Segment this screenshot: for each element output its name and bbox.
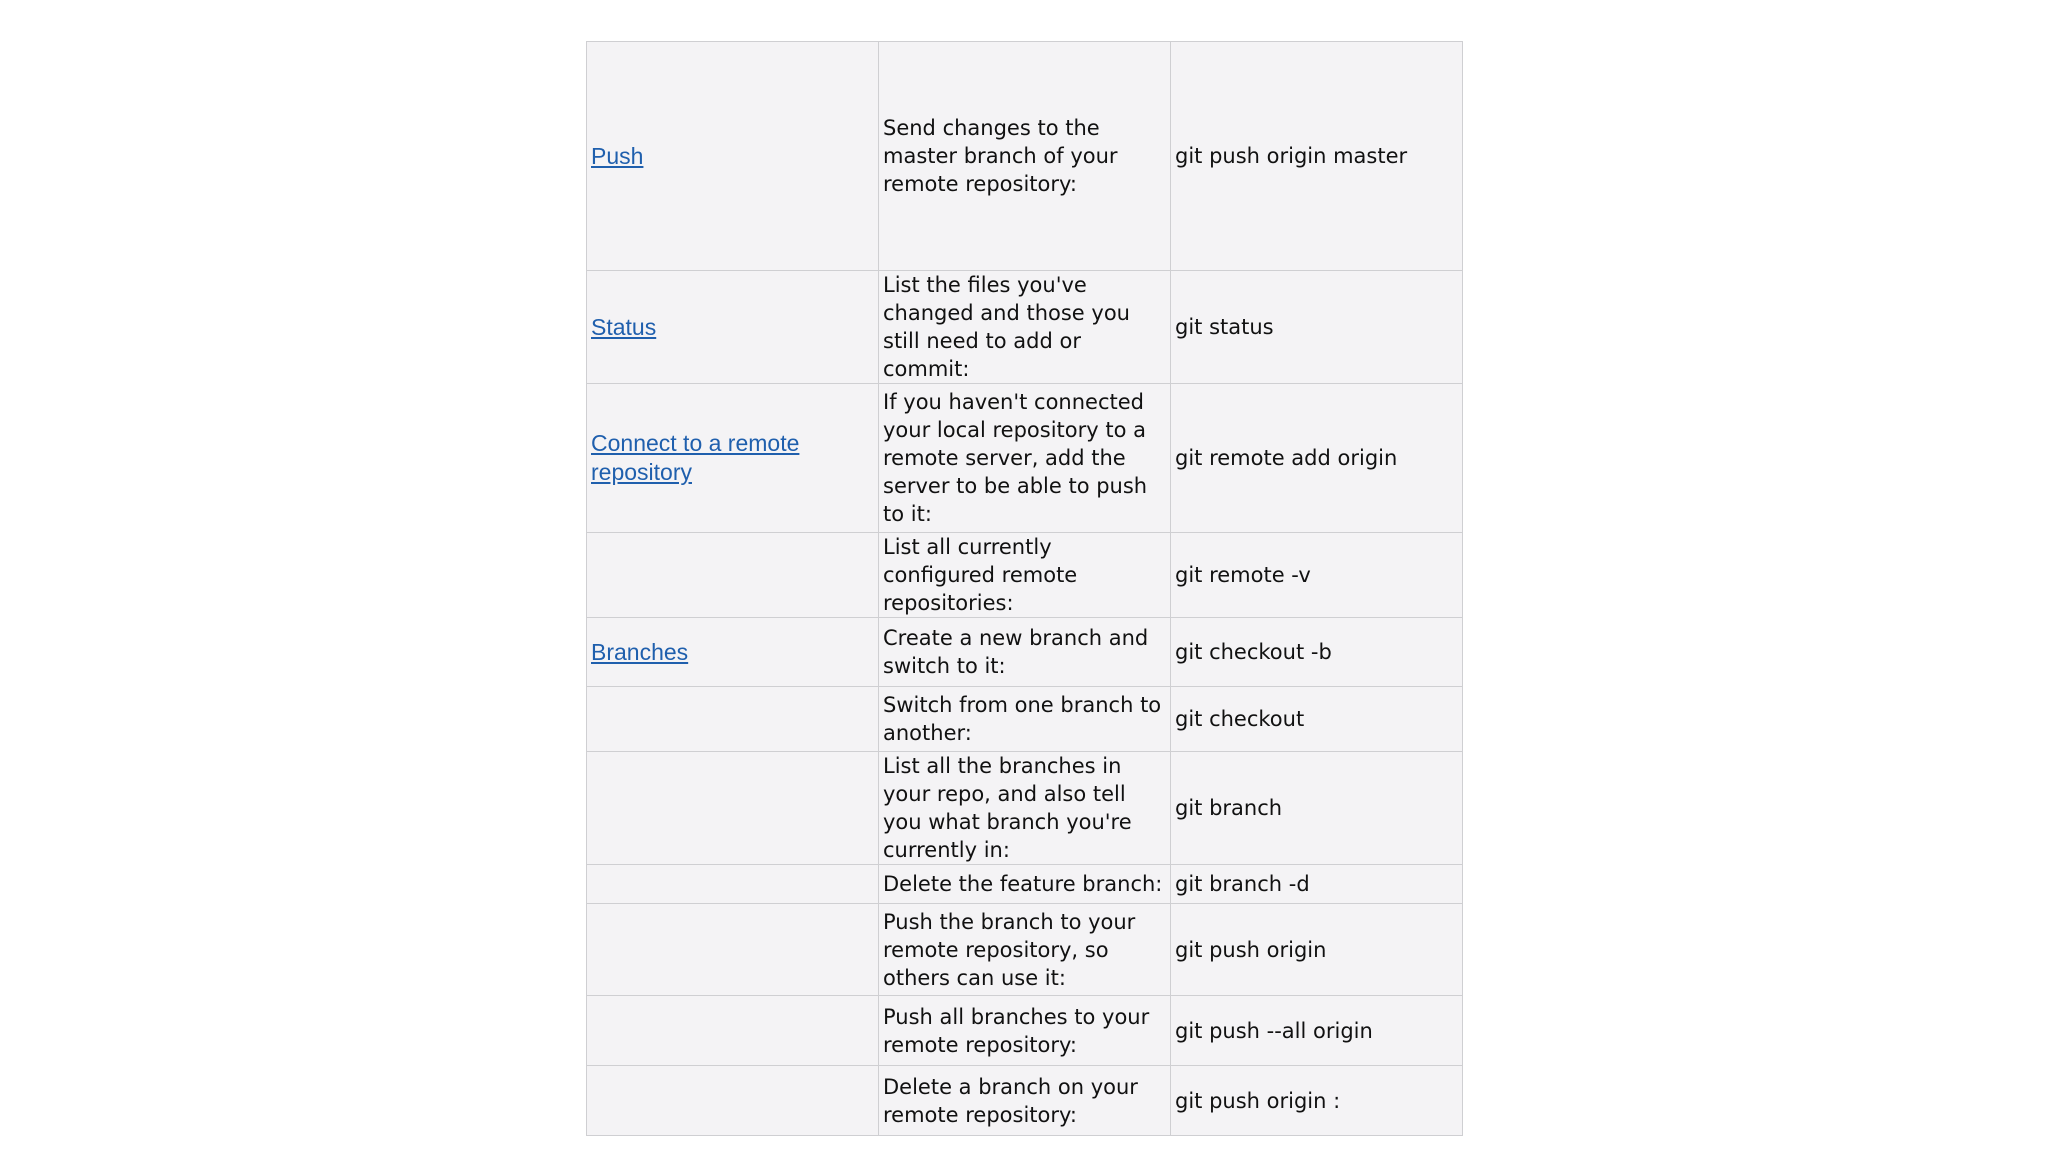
table-row <box>587 271 1463 384</box>
topic-cell <box>587 271 879 384</box>
table-row <box>587 42 1463 271</box>
topic-cell <box>587 687 879 752</box>
command-cell: git remote add origin <box>1171 384 1463 533</box>
topic-cell <box>587 533 879 618</box>
table-row <box>587 752 1463 865</box>
topic-cell <box>587 865 879 904</box>
description-cell: Push the branch to your remote repository, so others can use it: <box>879 904 1171 996</box>
table-row <box>587 533 1463 618</box>
description-cell: Create a new branch and switch to it: <box>879 618 1171 687</box>
description-cell: List all the branches in your repo, and also tell you what branch you're currently in: <box>879 752 1171 865</box>
table-row <box>587 384 1463 533</box>
command-cell: git remote -v <box>1171 533 1463 618</box>
topic-cell <box>587 996 879 1066</box>
table-row <box>587 687 1463 752</box>
description-cell: Push all branches to your remote repository: <box>879 996 1171 1066</box>
description-cell: Send changes to the master branch of your remote repository: <box>879 42 1171 271</box>
command-cell: git branch -d <box>1171 865 1463 904</box>
description-cell: If you haven't connected your local repository to a remote server, add the server to be able to push to it: <box>879 384 1171 533</box>
topic-cell <box>587 904 879 996</box>
command-cell: git checkout -b <box>1171 618 1463 687</box>
description-cell: List all currently configured remote repositories: <box>879 533 1171 618</box>
table-row <box>587 618 1463 687</box>
table-row <box>587 996 1463 1066</box>
topic-link-status[interactable]: Status <box>591 313 657 340</box>
topic-link-connect-remote[interactable]: Connect to a remote repository <box>591 430 800 485</box>
command-cell: git push origin : <box>1171 1066 1463 1136</box>
topic-cell <box>587 752 879 865</box>
table-row <box>587 865 1463 904</box>
description-cell: List the files you've changed and those you still need to add or commit: <box>879 271 1171 384</box>
topic-link-branches[interactable]: Branches <box>591 638 689 665</box>
command-cell: git checkout <box>1171 687 1463 752</box>
command-cell: git push --all origin <box>1171 996 1463 1066</box>
table-row <box>587 1066 1463 1136</box>
topic-cell <box>587 42 879 271</box>
command-cell: git status <box>1171 271 1463 384</box>
description-cell: Switch from one branch to another: <box>879 687 1171 752</box>
topic-cell <box>587 1066 879 1136</box>
command-cell: git push origin <box>1171 904 1463 996</box>
table-row <box>587 904 1463 996</box>
command-cell: git push origin master <box>1171 42 1463 271</box>
description-cell: Delete a branch on your remote repository: <box>879 1066 1171 1136</box>
topic-link-push[interactable]: Push <box>591 142 644 169</box>
command-cell: git branch <box>1171 752 1463 865</box>
topic-cell <box>587 384 879 533</box>
description-cell: Delete the feature branch: <box>879 865 1171 904</box>
topic-cell <box>587 618 879 687</box>
git-commands-table <box>586 41 1463 1136</box>
